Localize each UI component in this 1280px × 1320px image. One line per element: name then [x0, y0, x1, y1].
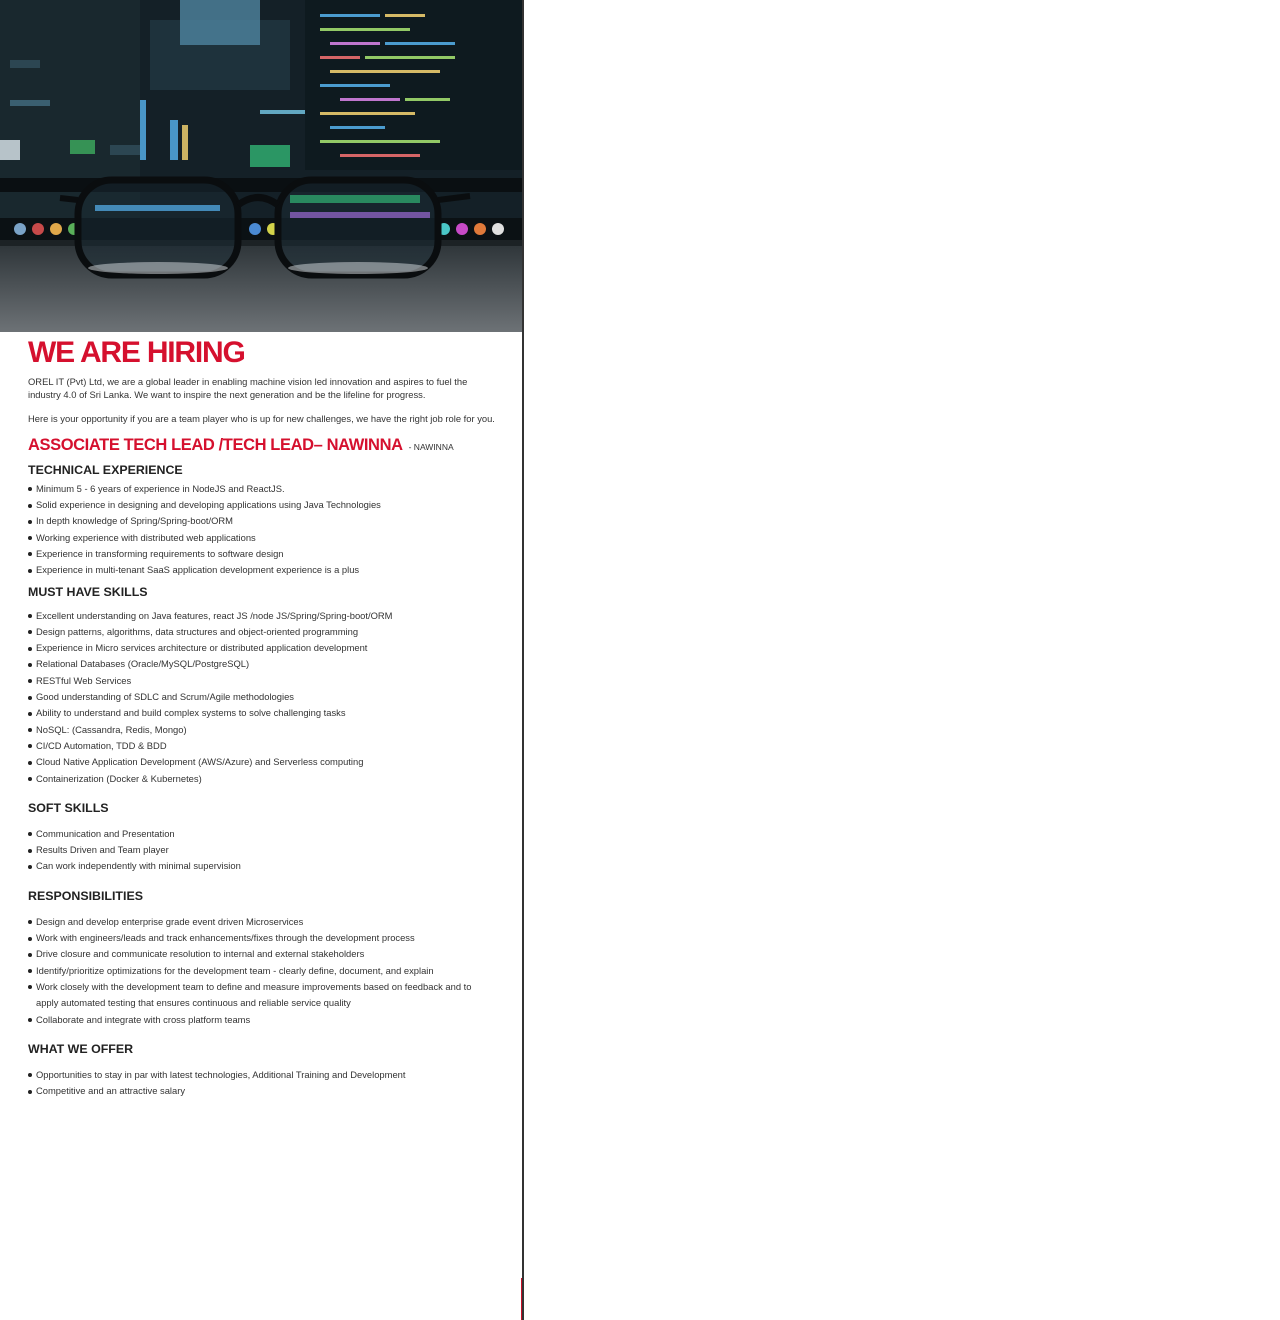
list-item: Competitive and an attractive salary: [28, 1083, 498, 1099]
list-item: Communication and Presentation: [28, 826, 498, 842]
list-item: Ability to understand and build complex systems to solve challenging tasks: [28, 705, 498, 721]
list-item: Experience in Micro services architecture or distributed application development: [28, 640, 498, 656]
section-title-must-have-skills: MUST HAVE SKILLS: [28, 584, 148, 599]
what-we-offer-list: [28, 1067, 498, 1100]
list-item: Results Driven and Team player: [28, 842, 498, 858]
list-item: Design patterns, algorithms, data structures and object-oriented programming: [28, 624, 498, 640]
list-item: Excellent understanding on Java features, react JS /node JS/Spring/Spring-boot/ORM: [28, 608, 498, 624]
list-item: Collaborate and integrate with cross platform teams: [28, 1012, 498, 1028]
section-title-responsibilities: RESPONSIBILITIES: [28, 888, 143, 903]
list-item: Cloud Native Application Development (AWS/Azure) and Serverless computing: [28, 754, 498, 770]
list-item: Experience in multi-tenant SaaS application development experience is a plus: [28, 562, 498, 578]
list-item: Design and develop enterprise grade event driven Microservices: [28, 914, 498, 930]
edge-accent: [521, 1278, 523, 1320]
technical-experience-list: [28, 481, 498, 579]
role-heading: [28, 436, 498, 455]
soft-skills-list: [28, 826, 498, 875]
list-item: Working experience with distributed web applications: [28, 530, 498, 546]
list-item: Containerization (Docker & Kubernetes): [28, 771, 498, 787]
list-item: Identify/prioritize optimizations for the development team - clearly define, document, and explain: [28, 963, 498, 979]
list-item: Drive closure and communicate resolution to internal and external stakeholders: [28, 946, 498, 962]
list-item: Experience in transforming requirements to software design: [28, 546, 498, 562]
section-title-technical-experience: TECHNICAL EXPERIENCE: [28, 462, 183, 477]
opportunity-text: Here is your opportunity if you are a team player who is up for new challenges, we have the right job role for you.: [28, 413, 495, 425]
list-item: Work with engineers/leads and track enhancements/fixes through the development process: [28, 930, 498, 946]
company-intro: OREL IT (Pvt) Ltd, we are a global leader in enabling machine vision led innovation and aspires to fuel the industry 4.0 of Sri Lanka. We want to inspire the next generation and be the lifeline for progress.: [28, 376, 468, 400]
section-title-soft-skills: SOFT SKILLS: [28, 800, 109, 815]
list-item: Minimum 5 - 6 years of experience in NodeJS and ReactJS.: [28, 481, 498, 497]
section-title-what-we-offer: WHAT WE OFFER: [28, 1041, 134, 1056]
role-location: - NAWINNA: [408, 441, 454, 452]
headline: WE ARE HIRING: [28, 336, 245, 369]
must-have-skills-list: [28, 608, 498, 787]
list-item: Solid experience in designing and developing applications using Java Technologies: [28, 497, 498, 513]
list-item: Good understanding of SDLC and Scrum/Agile methodologies: [28, 689, 498, 705]
list-item: NoSQL: (Cassandra, Redis, Mongo): [28, 722, 498, 738]
list-item: Relational Databases (Oracle/MySQL/PostgreSQL): [28, 656, 498, 672]
job-poster: [0, 0, 524, 1320]
list-item: CI/CD Automation, TDD & BDD: [28, 738, 498, 754]
role-title: ASSOCIATE TECH LEAD /TECH LEAD– NAWINNA: [28, 435, 403, 454]
header-photo-monitor-glasses: [0, 0, 522, 332]
responsibilities-list: [28, 914, 498, 1028]
list-item: Work closely with the development team to define and measure improvements based on feedback and to apply automated testing that ensures continuous and reliable service quality: [28, 979, 496, 1012]
poster-content: [28, 336, 498, 1099]
list-item: RESTful Web Services: [28, 673, 498, 689]
list-item: Can work independently with minimal supervision: [28, 858, 498, 874]
list-item: Opportunities to stay in par with latest technologies, Additional Training and Development: [28, 1067, 498, 1083]
list-item: In depth knowledge of Spring/Spring-boot/ORM: [28, 513, 498, 529]
